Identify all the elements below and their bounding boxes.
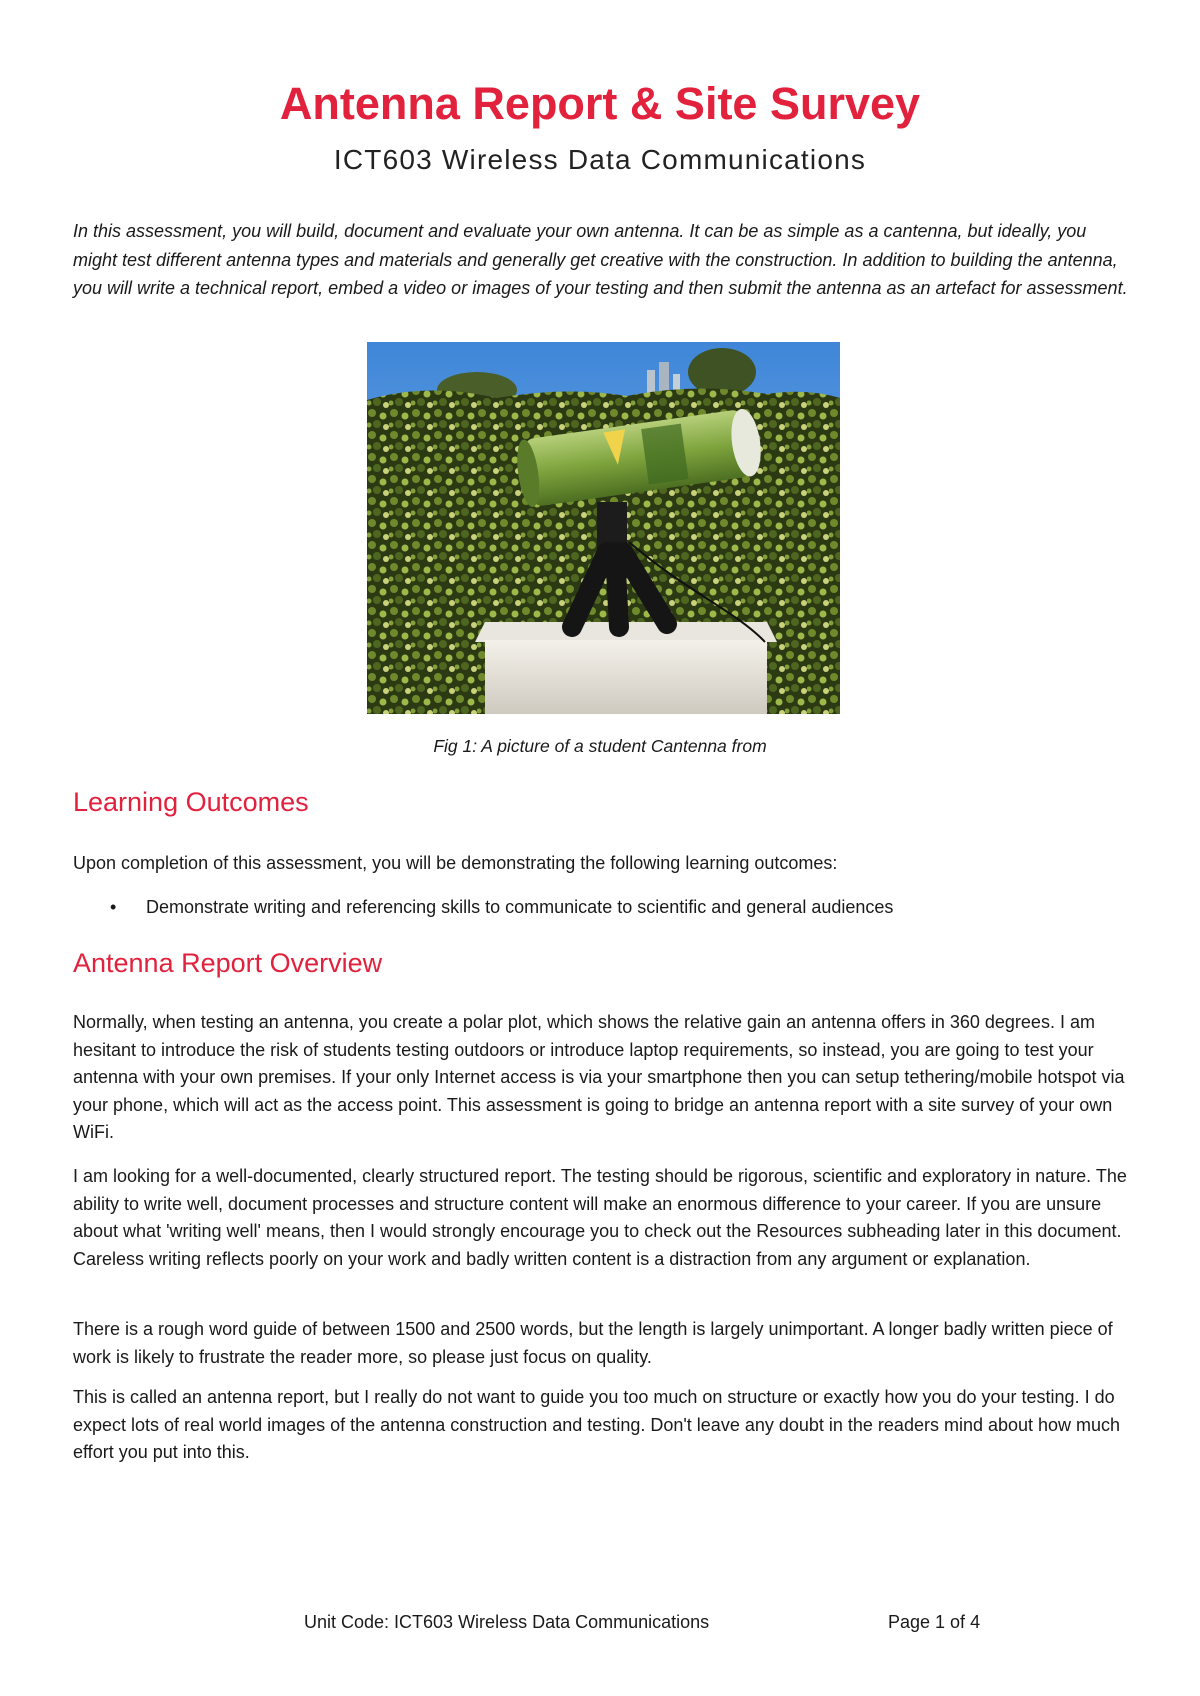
document-title: Antenna Report & Site Survey [279,78,921,129]
footer-page-number: Page 1 of 4 [888,1612,981,1632]
bullet-icon: • [110,897,117,917]
figure-caption: Fig 1: A picture of a student Cantenna from [433,736,767,756]
cantenna-photo [367,342,840,714]
overview-heading: Antenna Report Overview [73,948,383,978]
footer-unit-code: Unit Code: ICT603 Wireless Data Communications [304,1612,710,1632]
learning-outcomes-lead: Upon completion of this assessment, you will be demonstrating the following learning outcomes: [73,853,838,873]
overview-paragraph-4: This is called an antenna report, but I really do not want to guide you too much on structure or exactly how you do your testing. I do expect lots of real world images of the antenna construction and testing. Don't leave any doubt in the readers mind about how much effort you put into this. [73,1387,1121,1462]
overview-paragraph-3: There is a rough word guide of between 1500 and 2500 words, but the length is largely unimportant. A longer badly written piece of work is likely to frustrate the reader more, so please just focus on quality. [73,1319,1113,1367]
learning-outcome-text: Demonstrate writing and referencing skills to communicate to scientific and general audiences [146,897,894,917]
overview-paragraph-2: I am looking for a well-documented, clearly structured report. The testing should be rigorous, scientific and exploratory in nature. The ability to write well, document processes and structure content will make an enormous difference to your career. If you are unsure about what 'writing well' means, then I would strongly encourage you to check out the Resources subheading later in this document. Careless writing reflects poorly on your work and badly written content is a distraction from any argument or explanation. [73,1166,1127,1269]
document-subtitle: ICT603 Wireless Data Communications [333,144,867,175]
overview-paragraph-1: Normally, when testing an antenna, you create a polar plot, which shows the relative gain an antenna offers in 360 degrees. I am hesitant to introduce the risk of students testing outdoors or introduce laptop requirements, so instead, you are going to test your antenna with your own premises. If your only Internet access is via your smartphone then you can setup tethering/mobile hotspot via your phone, which will act as the access point. This assessment is going to bridge an antenna report with a site survey of your own WiFi. [73,1012,1125,1142]
learning-outcomes-heading: Learning Outcomes [73,787,309,817]
intro-paragraph: In this assessment, you will build, document and evaluate your own antenna. It can be as simple as a cantenna, but ideally, you might test different antenna types and materials and generally get creative with the construction. In addition to building the antenna, you will write a technical report, embed a video or images of your testing and then submit the antenna as an artefact for assessment. [73,221,1128,298]
